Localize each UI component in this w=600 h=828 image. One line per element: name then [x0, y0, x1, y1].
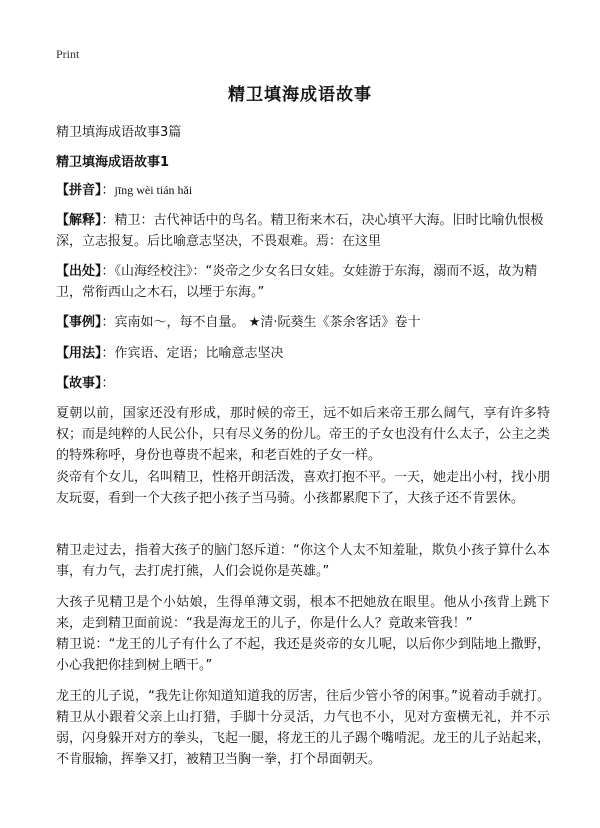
example-value: 宾南如～，每不自量。 ★清·阮葵生《茶余客话》卷十	[114, 315, 421, 330]
source-field	[56, 261, 556, 303]
pinyin-value: jīng wèi tián hǎi	[114, 183, 193, 197]
usage-separator: ：	[101, 346, 115, 361]
meaning-separator: ：	[101, 213, 115, 228]
pinyin-field	[56, 180, 556, 201]
story-paragraph: 龙王的儿子说，“我先让你知道知道我的厉害，往后少管小爷的闲事。”说着动手就打。精卫从小跟着父亲上山打猎，手脚十分灵活，力气也不小，见对方蛮横无礼，并不示弱，闪身躲开对方的拳头，飞起一腿，将龙王的儿子踢个嘴啃泥。龙王的儿子站起来，不肯服输，挥拳又打，被精卫当胸一拳，打个昂面朝天。	[56, 689, 551, 767]
story-separator: ：	[101, 376, 115, 391]
source-separator: ：	[101, 264, 115, 279]
usage-label: 【用法】	[56, 346, 102, 361]
example-field	[56, 312, 556, 333]
print-label: Print	[56, 47, 80, 61]
document-title: 精卫填海成语故事	[228, 85, 372, 105]
pinyin-separator: ：	[101, 183, 115, 198]
meaning-field	[56, 210, 556, 252]
story-paragraph: 炎帝有个女儿，名叫精卫，性格开朗活泼，喜欢打抱不平。一天，她走出小村，找小朋友玩耍，看到一个大孩子把小孩子当马骑。小孩都累爬下了，大孩子还不肯罢休。	[56, 470, 551, 506]
example-label: 【事例】	[56, 315, 102, 330]
document-subtitle: 精卫填海成语故事3篇	[56, 125, 182, 140]
example-separator: ：	[101, 315, 115, 330]
usage-field	[56, 343, 556, 364]
story-label: 【故事】	[56, 376, 102, 391]
source-label: 【出处】	[56, 264, 102, 279]
meaning-value: 精卫：古代神话中的鸟名。精卫衔来木石，决心填平大海。旧时比喻仇恨极深，立志报复。后比喻意志坚决，不畏艰难。焉：在这里	[56, 213, 544, 249]
pinyin-label: 【拼音】	[56, 183, 102, 198]
source-value: 《山海经校注》：“炎帝之少女名曰女娃。女娃游于东海，溺而不返，故为精卫，常衔西山之木石，以堙于东海。”	[56, 264, 538, 300]
story-paragraph: 大孩子见精卫是个小姑娘，生得单薄文弱，根本不把她放在眼里。他从小孩背上跳下来，走到精卫面前说：“我是海龙王的儿子，你是什么人？竟敢来管我！”	[56, 595, 550, 631]
story-paragraph: 夏朝以前，国家还没有形成，那时候的帝王，远不如后来帝王那么阔气，享有许多特权；而是纯粹的人民公仆，只有尽义务的份儿。帝王的子女也没有什么太子，公主之类的特殊称呼，身份也尊贵不起来，和老百姓的子女一样。	[56, 406, 551, 463]
story-paragraph: 精卫说：“龙王的儿子有什么了不起，我还是炎帝的女儿呢，以后你少到陆地上撒野，小心我把你挂到树上晒干。”	[56, 637, 550, 673]
story-field	[56, 373, 556, 394]
meaning-label: 【解释】	[56, 213, 102, 228]
story-heading: 精卫填海成语故事1	[56, 155, 170, 170]
usage-value: 作宾语、定语；比喻意志坚决	[114, 346, 284, 361]
story-paragraph: 精卫走过去，指着大孩子的脑门怒斥道：“你这个人太不知羞耻，欺负小孩子算什么本事，有力气，去打虎打熊，人们会说你是英雄。”	[56, 543, 550, 579]
